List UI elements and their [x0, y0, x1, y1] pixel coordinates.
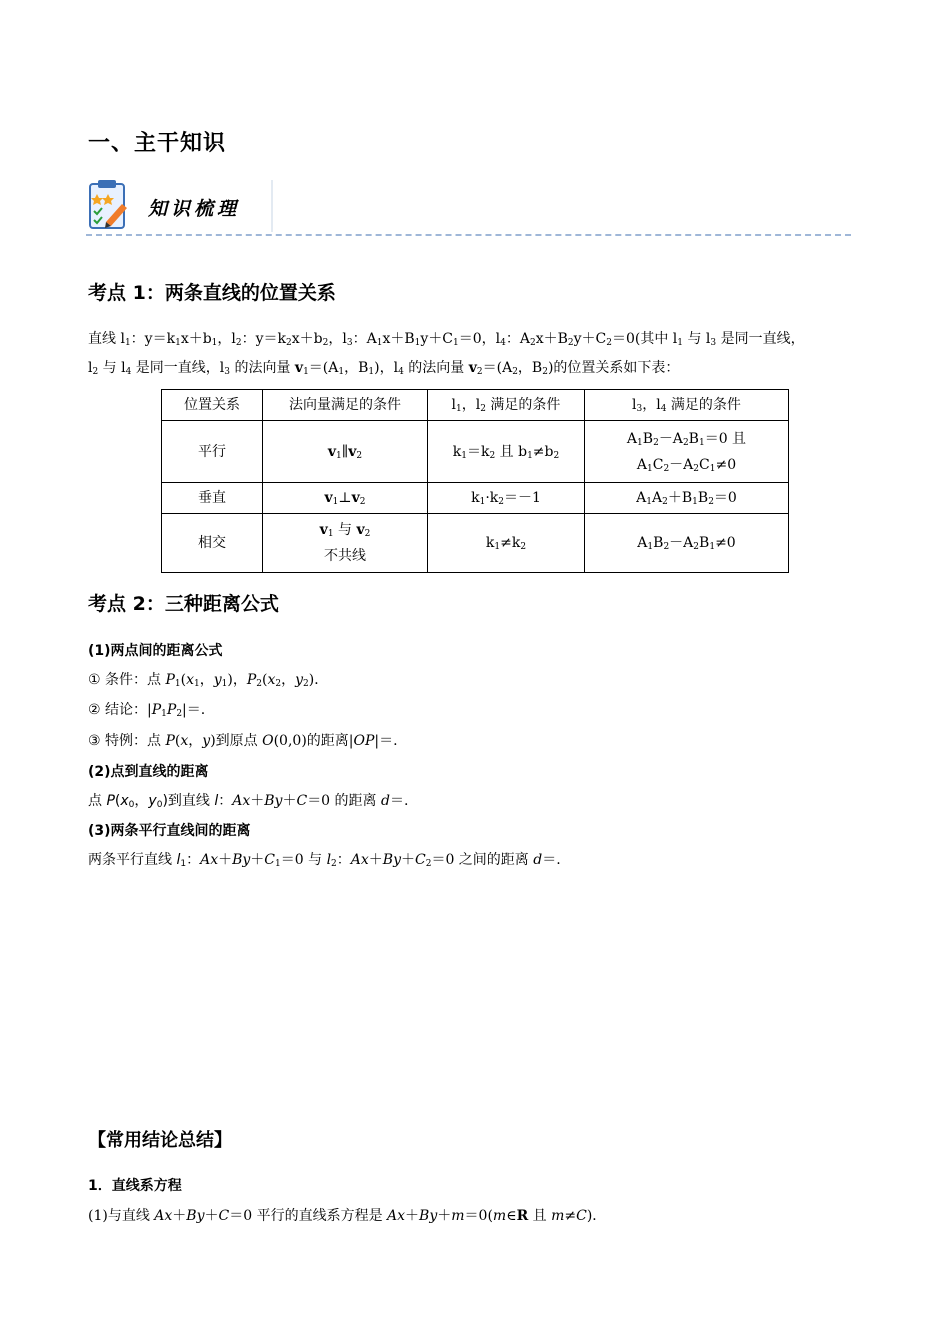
kd2-title: 考点 2：三种距离公式	[88, 593, 279, 615]
table-cell: $v_1$ 与 $v_2$ 不共线	[263, 514, 428, 573]
kd2-conclusion: ② 结论：$|P_1P_2|=$.	[88, 702, 206, 719]
table-header-row	[162, 390, 789, 421]
kd1-title: 考点 1：两条直线的位置关系	[88, 282, 336, 304]
kd2-point-line-distance: 点 $P(x_0$，$y_0$)到直线 l：Ax＋By＋C＝0 的距离 d＝.	[88, 793, 409, 810]
table-cell: $v_1\parallel v_2$	[263, 421, 428, 483]
table-row	[162, 421, 789, 483]
table-cell: $A_1B_2-A_2B_1\ne 0$	[585, 514, 789, 573]
relation-table	[161, 389, 789, 573]
summary-subheading-1: 1．直线系方程	[88, 1178, 182, 1194]
table-header: $l_1$，$l_2$ 满足的条件	[428, 390, 585, 421]
line-prefix: ③ 特例：	[88, 733, 148, 749]
kd2-subheading-1: (1)两点间的距离公式	[88, 643, 223, 659]
table-cell: $k_1\cdot k_2=-1$	[428, 483, 585, 514]
table-cell: $v_1\perp v_2$	[263, 483, 428, 514]
table-header: 位置关系	[162, 390, 263, 421]
table-row	[162, 514, 789, 573]
kd2-parallel-distance: 两条平行直线 $l_1$：$Ax+By+C_1=0$ 与 $l_2$：$Ax+By+C_2=0$ 之间的距离 d＝.	[88, 852, 561, 869]
line-prefix: ① 条件：	[88, 672, 148, 688]
summary-title: 【常用结论总结】	[88, 1130, 232, 1151]
kd2-subheading-2: (2)点到直线的距离	[88, 764, 209, 780]
table-cell: $A_1B_2-A_2B_1=0$ 且 $A_1C_2-A_2C_1\ne 0$	[585, 421, 789, 483]
kd2-special-case: ③ 特例：点 P(x，y)到原点 O(0,0)的距离|OP|＝.	[88, 733, 398, 749]
kd2-subheading-3: (3)两条平行直线间的距离	[88, 823, 251, 839]
summary-line-1: (1)与直线 Ax＋By＋C＝0 平行的直线系方程是 Ax＋By＋m＝0(m∈R 且 m≠C)．	[88, 1208, 607, 1224]
table-header: 法向量满足的条件	[263, 390, 428, 421]
table-header: $l_3$，$l_4$ 满足的条件	[585, 390, 789, 421]
table-cell: 相交	[162, 514, 263, 573]
kd2-condition: ① 条件：点 $P_1(x_1$，$y_1$)，$P_2(x_2$，$y_2$)．	[88, 672, 329, 689]
table-cell: $k_1=k_2$ 且 $b_1\ne b_2$	[428, 421, 585, 483]
table-cell: $k_1\ne k_2$	[428, 514, 585, 573]
banner-title: 知识梳理	[148, 198, 241, 220]
table-row	[162, 483, 789, 514]
divider	[86, 234, 851, 236]
table-cell: 垂直	[162, 483, 263, 514]
section-title: 一、主干知识	[88, 131, 227, 156]
table-cell: 平行	[162, 421, 263, 483]
line-prefix: ② 结论：	[88, 702, 148, 718]
table-cell: $A_1A_2+B_1B_2=0$	[585, 483, 789, 514]
kd1-paragraph: 直线 $l_1$：$y=k_1x+b_1$，$l_2$：$y=k_2x+b_2$，$l_3$：$A_1x+B_1y+C_1=0$，$l_4$：$A_2x+B_2y+C_2=0$(其中 $l_1$ 与 $l_3$ 是同一直线， $l_2$ 与 $l_4$ 是同一直线，$l_3$ 的法向量 $v_1=(A_1$，$B_1$)，$l_4$ 的法向量 $v_2=(A_2$，$B_2$)的位置关系如下表：	[88, 331, 805, 377]
